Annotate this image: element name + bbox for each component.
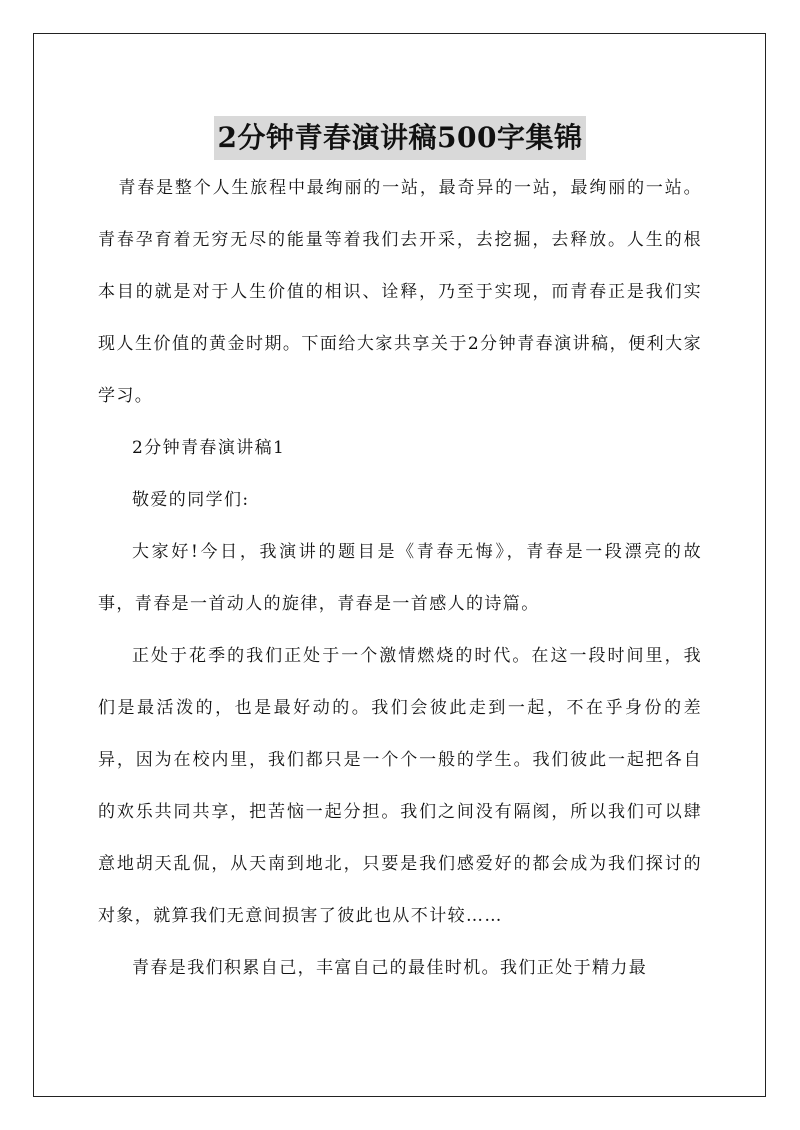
document-title: 2分钟青春演讲稿500字集锦: [214, 116, 587, 160]
intro-paragraph: 青春是整个人生旅程中最绚丽的一站，最奇异的一站，最绚丽的一站。青春孕育着无穷无尽的能量等着我们去开采，去挖掘，去释放。人生的根本目的就是对于人生价值的相识、诠释，乃至于实现，而青春正是我们实现人生价值的黄金时期。下面给大家共享关于2分钟青春演讲稿，便利大家学习。: [98, 178, 702, 406]
body-paragraph: 青春是我们积累自己，丰富自己的最佳时机。我们正处于精力最: [132, 958, 648, 978]
section-heading: 2分钟青春演讲稿1: [132, 438, 286, 458]
document-body: [98, 162, 702, 994]
salutation: 敬爱的同学们:: [132, 490, 250, 510]
body-paragraph: 大家好!今日，我演讲的题目是《青春无悔》，青春是一段漂亮的故事，青春是一首动人的旋律，青春是一首感人的诗篇。: [98, 542, 702, 614]
body-paragraph: 正处于花季的我们正处于一个激情燃烧的时代。在这一段时间里，我们是最活泼的，也是最好动的。我们会彼此走到一起，不在乎身份的差异，因为在校内里，我们都只是一个个一般的学生。我们彼此一起把各自的欢乐共同共享，把苦恼一起分担。我们之间没有隔阂，所以我们可以肆意地胡天乱侃，从天南到地北，只要是我们感爱好的都会成为我们探讨的对象，就算我们无意间损害了彼此也从不计较……: [98, 646, 702, 926]
